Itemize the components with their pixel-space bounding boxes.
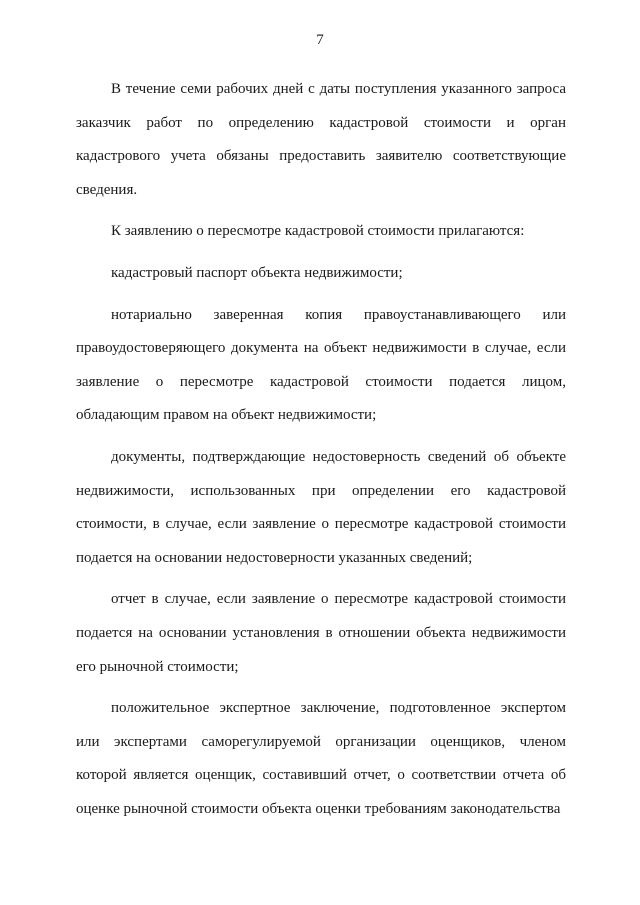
document-body bbox=[76, 73, 566, 826]
paragraph-notarized-copy: нотариально заверенная копия правоустанавливающего или правоудостоверяющего документа на объект недвижимости в случае, если заявление о пересмотре кадастровой стоимости подается лицом, обладающим правом на объект недвижимости; bbox=[76, 306, 566, 424]
paragraph-attachments-intro: К заявлению о пересмотре кадастровой стоимости прилагаются: bbox=[111, 223, 525, 240]
paragraph-cadastral-passport: кадастровый паспорт объекта недвижимости; bbox=[111, 264, 403, 281]
paragraph-inaccuracy-documents: документы, подтверждающие недостоверность сведений об объекте недвижимости, использованных при определении его кадастровой стоимости, в случае, если заявление о пересмотре кадастровой стоимости подается на основании недостоверности указанных сведений; bbox=[76, 448, 566, 566]
page-number: 7 bbox=[316, 32, 324, 48]
paragraph-market-value-report: отчет в случае, если заявление о пересмотре кадастровой стоимости подается на основании установления в отношении объекта недвижимости его рыночной стоимости; bbox=[76, 591, 566, 675]
paragraph-expert-conclusion: положительное экспертное заключение, подготовленное экспертом или экспертами саморегулируемой организации оценщиков, членом которой является оценщик, составивший отчет, о соответствии отчета об оценке рыночной стоимости объекта оценки требованиям законодательства bbox=[76, 700, 566, 817]
paragraph-request-deadline: В течение семи рабочих дней с даты поступления указанного запроса заказчик работ по определению кадастровой стоимости и орган кадастрового учета обязаны предоставить заявителю соответствующие сведения. bbox=[76, 81, 566, 198]
